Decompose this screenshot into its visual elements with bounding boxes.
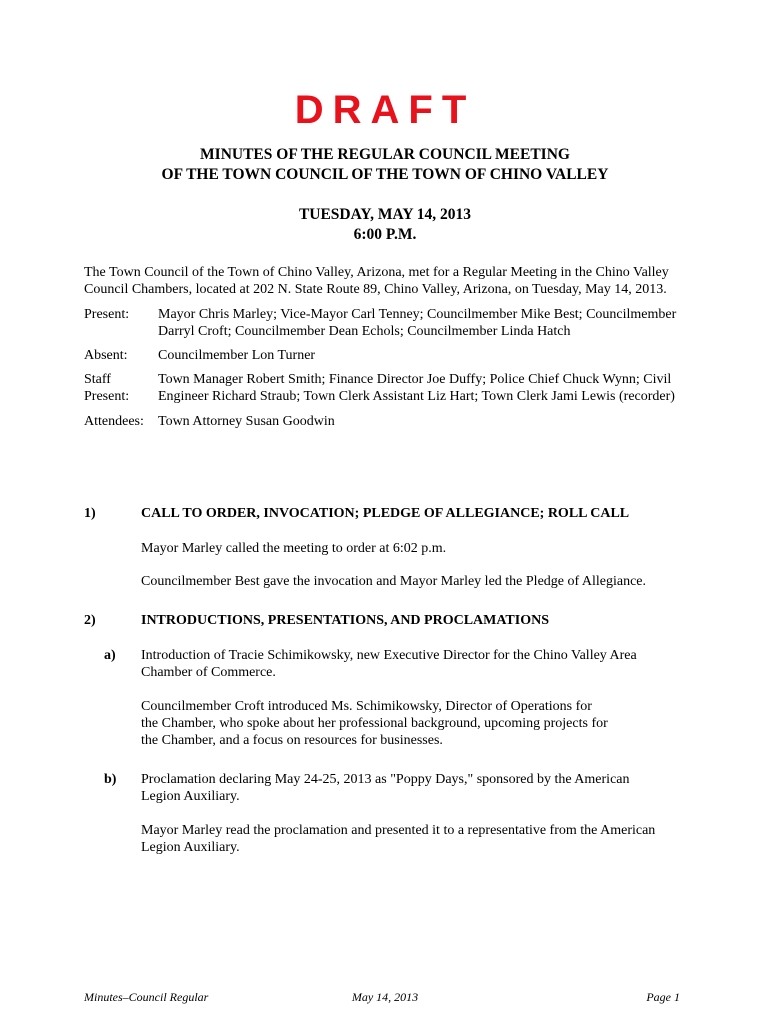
intro-paragraph: The Town Council of the Town of Chino Valley, Arizona, met for a Regular Meeting in the Chino Valley Council Chambers, located at 202 N. State Route 89, Chino Valley, Arizona, on Tuesday, May 14, 2013.	[84, 265, 669, 297]
present-list: Mayor Chris Marley; Vice-Mayor Carl Tenney; Councilmember Mike Best; Councilmember Darryl Croft; Councilmember Dean Echols; Councilmember Linda Hatch	[158, 307, 677, 339]
page-title-line-1: MINUTES OF THE REGULAR COUNCIL MEETING	[200, 146, 570, 163]
item-1-heading: CALL TO ORDER, INVOCATION; PLEDGE OF ALLEGIANCE; ROLL CALL	[141, 506, 630, 521]
item-1-paragraph-2: Councilmember Best gave the invocation and Mayor Marley led the Pledge of Allegiance.	[141, 574, 647, 589]
meeting-date: TUESDAY, MAY 14, 2013	[298, 206, 472, 223]
page-title-line-2: OF THE TOWN COUNCIL OF THE TOWN OF CHINO VALLEY	[161, 166, 609, 183]
item-2-heading: INTRODUCTIONS, PRESENTATIONS, AND PROCLAMATIONS	[141, 613, 550, 628]
absent-label: Absent:	[84, 348, 128, 363]
item-2b-text: Proclamation declaring May 24-25, 2013 as "Poppy Days," sponsored by the American Legion Auxiliary.	[141, 772, 630, 804]
item-2-number: 2)	[84, 613, 96, 628]
absent-list: Councilmember Lon Turner	[158, 348, 316, 363]
attendees-label: Attendees:	[84, 414, 144, 429]
item-1-paragraph-1: Mayor Marley called the meeting to order at 6:02 p.m.	[141, 541, 447, 556]
item-2b-letter: b)	[104, 772, 117, 787]
item-2a-detail: Councilmember Croft introduced Ms. Schimikowsky, Director of Operations for the Chamber, who spoke about her professional background, upcoming projects for the Chamber, and a focus on resources for businesses.	[141, 699, 608, 748]
item-1-number: 1)	[84, 506, 96, 521]
present-label: Present:	[84, 307, 130, 322]
footer-date: May 14, 2013	[351, 990, 419, 1004]
item-2a-letter: a)	[104, 648, 116, 663]
staff-label-line-1: Staff	[84, 372, 111, 387]
item-2b-detail: Mayor Marley read the proclamation and presented it to a representative from the American Legion Auxiliary.	[141, 823, 656, 855]
staff-label-line-2: Present:	[84, 389, 130, 404]
staff-list: Town Manager Robert Smith; Finance Director Joe Duffy; Police Chief Chuck Wynn; Civil Engineer Richard Straub; Town Clerk Assistant Liz Hart; Town Clerk Jami Lewis (recorder)	[158, 372, 675, 404]
item-2a-text: Introduction of Tracie Schimikowsky, new Executive Director for the Chino Valley Area Chamber of Commerce.	[141, 648, 637, 680]
footer-document-name: Minutes–Council Regular	[84, 990, 209, 1004]
meeting-time: 6:00 P.M.	[353, 226, 417, 243]
draft-stamp: DRAFT	[294, 88, 476, 132]
footer-page-number: Page 1	[646, 990, 680, 1004]
attendees-list: Town Attorney Susan Goodwin	[158, 414, 335, 429]
